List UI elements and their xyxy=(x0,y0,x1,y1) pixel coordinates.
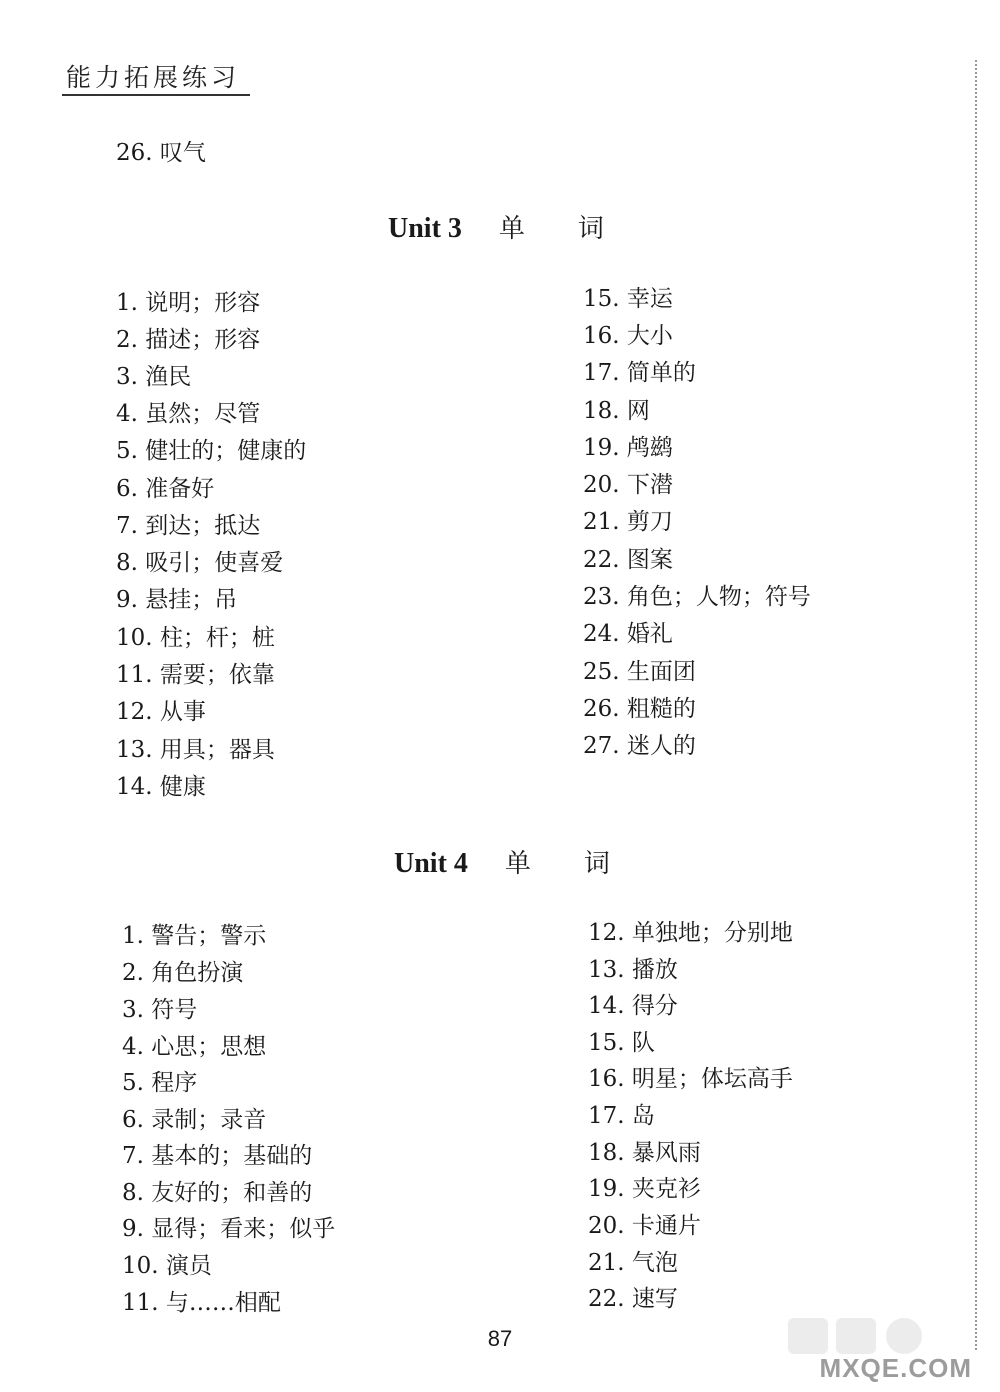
unit4-heading-en: Unit 4 xyxy=(394,848,468,879)
page-header-title: 能力拓展练习 xyxy=(66,63,241,92)
unit3-item: 3. 渔民 xyxy=(116,364,192,390)
unit4-item: 15. 队 xyxy=(588,1030,655,1056)
unit4-item: 14. 得分 xyxy=(588,993,678,1019)
unit3-item: 13. 用具；器具 xyxy=(116,737,275,763)
unit4-item: 18. 暴风雨 xyxy=(588,1140,701,1166)
watermark-url: MXQE.COM xyxy=(819,1353,972,1383)
unit4-item: 13. 播放 xyxy=(588,957,678,983)
unit4-heading xyxy=(394,843,610,880)
unit3-item: 23. 角色；人物；符号 xyxy=(583,584,811,610)
unit3-item: 14. 健康 xyxy=(116,774,206,800)
unit4-item: 19. 夹克衫 xyxy=(588,1176,701,1202)
page-number: 87 xyxy=(487,1326,513,1351)
unit4-item: 12. 单独地；分别地 xyxy=(588,920,793,946)
unit3-item: 12. 从事 xyxy=(116,699,206,725)
unit4-item: 8. 友好的；和善的 xyxy=(122,1180,313,1206)
unit4-item: 5. 程序 xyxy=(122,1070,198,1096)
unit3-item: 26. 粗糙的 xyxy=(583,696,696,722)
unit3-item: 1. 说明；形容 xyxy=(116,290,261,316)
unit3-heading-en: Unit 3 xyxy=(388,213,462,244)
unit3-item: 21. 剪刀 xyxy=(583,509,673,535)
unit4-item: 9. 显得；看来；似乎 xyxy=(122,1216,336,1242)
unit3-heading-cn1: 单 xyxy=(498,214,525,244)
unit3-item: 2. 描述；形容 xyxy=(116,327,261,353)
unit4-item: 2. 角色扮演 xyxy=(122,960,244,986)
unit3-item: 16. 大小 xyxy=(583,323,673,349)
carryover-item: 26. 叹气 xyxy=(116,140,206,166)
unit4-item: 6. 录制；录音 xyxy=(122,1107,267,1133)
unit3-item: 20. 下潜 xyxy=(583,472,673,498)
unit3-item: 25. 生面团 xyxy=(583,659,696,685)
unit4-item: 16. 明星；体坛高手 xyxy=(588,1066,793,1092)
unit3-item: 8. 吸引；使喜爱 xyxy=(116,550,284,576)
unit3-item: 17. 简单的 xyxy=(583,360,696,386)
unit3-item: 15. 幸运 xyxy=(583,286,673,312)
unit4-item: 7. 基本的；基础的 xyxy=(122,1143,313,1169)
unit4-heading-cn1: 单 xyxy=(504,849,531,879)
unit4-item: 20. 卡通片 xyxy=(588,1213,701,1239)
page-edge-dotted-line xyxy=(975,60,977,1350)
unit3-item: 7. 到达；抵达 xyxy=(116,513,261,539)
unit4-item: 17. 岛 xyxy=(588,1103,655,1129)
unit4-item: 1. 警告；警示 xyxy=(122,923,267,949)
unit3-item: 4. 虽然；尽管 xyxy=(116,401,261,427)
unit3-item: 27. 迷人的 xyxy=(583,733,696,759)
unit3-item: 22. 图案 xyxy=(583,547,673,573)
unit4-item: 3. 符号 xyxy=(122,997,198,1023)
unit4-item: 10. 演员 xyxy=(122,1253,212,1279)
unit4-item: 4. 心思；思想 xyxy=(122,1034,267,1060)
unit3-item: 10. 柱；杆；桩 xyxy=(116,625,275,651)
header-underline xyxy=(62,94,250,96)
unit3-heading-cn2: 词 xyxy=(577,214,604,244)
unit4-item: 11. 与……相配 xyxy=(122,1290,281,1316)
unit3-item: 6. 准备好 xyxy=(116,476,215,502)
unit4-item: 22. 速写 xyxy=(588,1286,678,1312)
unit3-item: 24. 婚礼 xyxy=(583,621,673,647)
unit3-item: 9. 悬挂；吊 xyxy=(116,587,238,613)
unit4-item: 21. 气泡 xyxy=(588,1250,678,1276)
unit3-item: 19. 鸬鹚 xyxy=(583,435,673,461)
unit3-heading xyxy=(388,208,604,245)
unit3-item: 18. 网 xyxy=(583,398,650,424)
unit4-heading-cn2: 词 xyxy=(583,849,610,879)
unit3-item: 5. 健壮的；健康的 xyxy=(116,438,307,464)
unit3-item: 11. 需要；依靠 xyxy=(116,662,275,688)
